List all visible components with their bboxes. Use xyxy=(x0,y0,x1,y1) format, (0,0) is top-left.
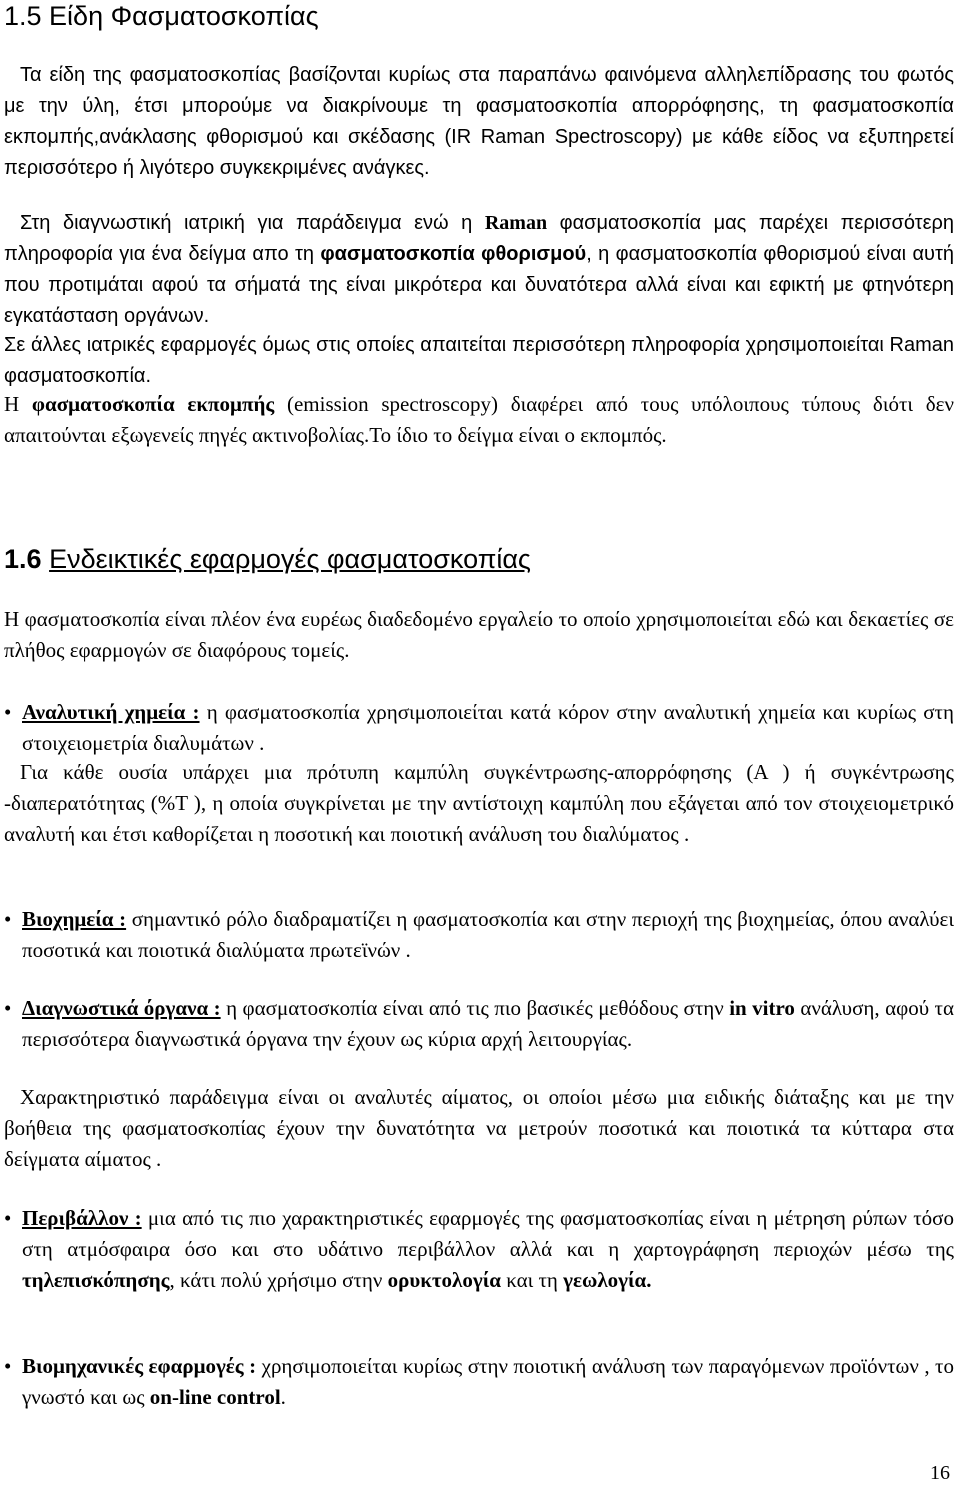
bullet-diagnostic-instruments: • Διαγνωστικά όργανα : η φασματοσκοπία είναι από τις πιο βασικές μεθόδους στην in vitro ανάλυση, αφού τα περισσότερα διαγνωστικά όργανα την έχουν ως κύρια αρχή λειτουργίας. xyxy=(4,993,954,1055)
bullet-icon: • xyxy=(4,1354,12,1378)
bold-emission-spectroscopy: φασματοσκοπία εκπομπής xyxy=(31,392,275,416)
bold-raman: Raman xyxy=(484,212,548,234)
bullet-biochemistry: • Βιοχημεία : σημαντικό ρόλο διαδραματίζει η φασματοσκοπία και στην περιοχή της βιοχημείας, όπου αναλύει ποσοτικά και ποιοτικά διαλύματα πρωτεϊνών . xyxy=(4,904,954,966)
paragraph-calibration-curve: Για κάθε ουσία υπάρχει μια πρότυπη καμπύλη συγκέντρωσης-απορρόφησης (Α ) ή συγκέντρωσης -διαπερατότητας (%Τ ), η οποία συγκρίνεται με την αντίστοιχη καμπύλη που εξάγεται από τον στοιχειομετρικό αναλυτή και έτσι καθορίζεται η ποσοτική και ποιοτική ανάλυση του διαλύματος . xyxy=(4,760,954,846)
page-number: 16 xyxy=(930,1462,950,1484)
bullet-analytical-chemistry: • Αναλυτική χημεία : η φασματοσκοπία χρησιμοποιείται κατά κόρον στην αναλυτική χημεία και κυρίως στη στοιχειομετρία διαλυμάτων . xyxy=(4,697,954,759)
section-heading-1-6: 1.6 Ενδεικτικές εφαρμογές φασματοσκοπίας xyxy=(4,544,531,574)
bullet-icon: • xyxy=(4,996,12,1020)
bullet-industrial-applications: • Βιομηχανικές εφαρμογές : χρησιμοποιείται κυρίως στην ποιοτική ανάλυση των παραγόμενων προϊόντων , το γνωστό και ως on-line control. xyxy=(4,1351,954,1413)
paragraph-diagnostic-medicine: Στη διαγνωστική ιατρική για παράδειγμα ενώ η Raman φασματοσκοπία μας παρέχει περισσότερη πληροφορία για ένα δείγμα απο τη φασματοσκοπία φθορισμού, η φασματοσκοπία φθορισμού είναι αυτή που προτιμάται αφού τα σήματά της είναι μικρότερα και δυνατότερα αλλά είναι και εφικτή με φτηνότερη εγκατάσταση οργάνων. xyxy=(4,212,954,327)
paragraph-other-applications: Σε άλλες ιατρικές εφαρμογές όμως στις οποίες απαιτείται περισσότερη πληροφορία χρησιμοποιείται Raman φασματοσκοπία. xyxy=(4,334,954,387)
bold-fluorescence-spectroscopy: φασματοσκοπία φθορισμού xyxy=(320,243,587,265)
paragraph-blood-analyzers: Χαρακτηριστικό παράδειγμα είναι οι αναλυτές αίματος, οι οποίοι μέσω μια ειδικής διάταξης και με την βοήθεια της φασματοσκοπίας έχουν την δυνατότητα να μετρούν ποσοτικά και ποιοτικά τα κύτταρα στα δείγματα αίματος . xyxy=(4,1085,954,1171)
bullet-icon: • xyxy=(4,907,12,931)
bullet-icon: • xyxy=(4,1206,12,1230)
section-heading-1-5: 1.5 Είδη Φασματοσκοπίας xyxy=(4,1,319,31)
bullet-icon: • xyxy=(4,700,12,724)
paragraph-types-intro: Τα είδη της φασματοσκοπίας βασίζονται κυρίως στα παραπάνω φαινόμενα αλληλεπίδρασης του φωτός με την ύλη, έτσι μπορούμε να διακρίνουμε τη φασματοσκοπία απορρόφησης, τη φασματοσκοπία εκπομπής,ανάκλασης φθορισμού και σκέδασης (IR Raman Spectroscopy) με κάθε είδος να εξυπηρετεί περισσότερο ή λιγότερο συγκεκριμένες ανάγκες. xyxy=(4,64,954,179)
bullet-environment: • Περιβάλλον : μια από τις πιο χαρακτηριστικές εφαρμογές της φασματοσκοπίας είναι η μέτρηση ρύπων τόσο στη ατμόσφαιρα όσο και στο υδάτινο περιβάλλον αλλά και η χαρτογράφηση περιοχών μέσω της τηλεπισκόπησης, κάτι πολύ χρήσιμο στην ορυκτολογία και τη γεωλογία. xyxy=(4,1203,954,1296)
paragraph-applications-intro: Η φασματοσκοπία είναι πλέον ένα ευρέως διαδεδομένο εργαλείο το οποίο χρησιμοποιείται εδώ και δεκαετίες σε πλήθος εφαρμογών σε διαφόρους τομείς. xyxy=(4,607,954,662)
paragraph-emission-spectroscopy: Η φασματοσκοπία εκπομπής (emission spectroscopy) διαφέρει από τους υπόλοιπους τύπους διότι δεν απαιτούνται εξωγενείς πηγές ακτινοβολίας.Το ίδιο το δείγμα είναι ο εκπομπός. xyxy=(4,392,954,447)
